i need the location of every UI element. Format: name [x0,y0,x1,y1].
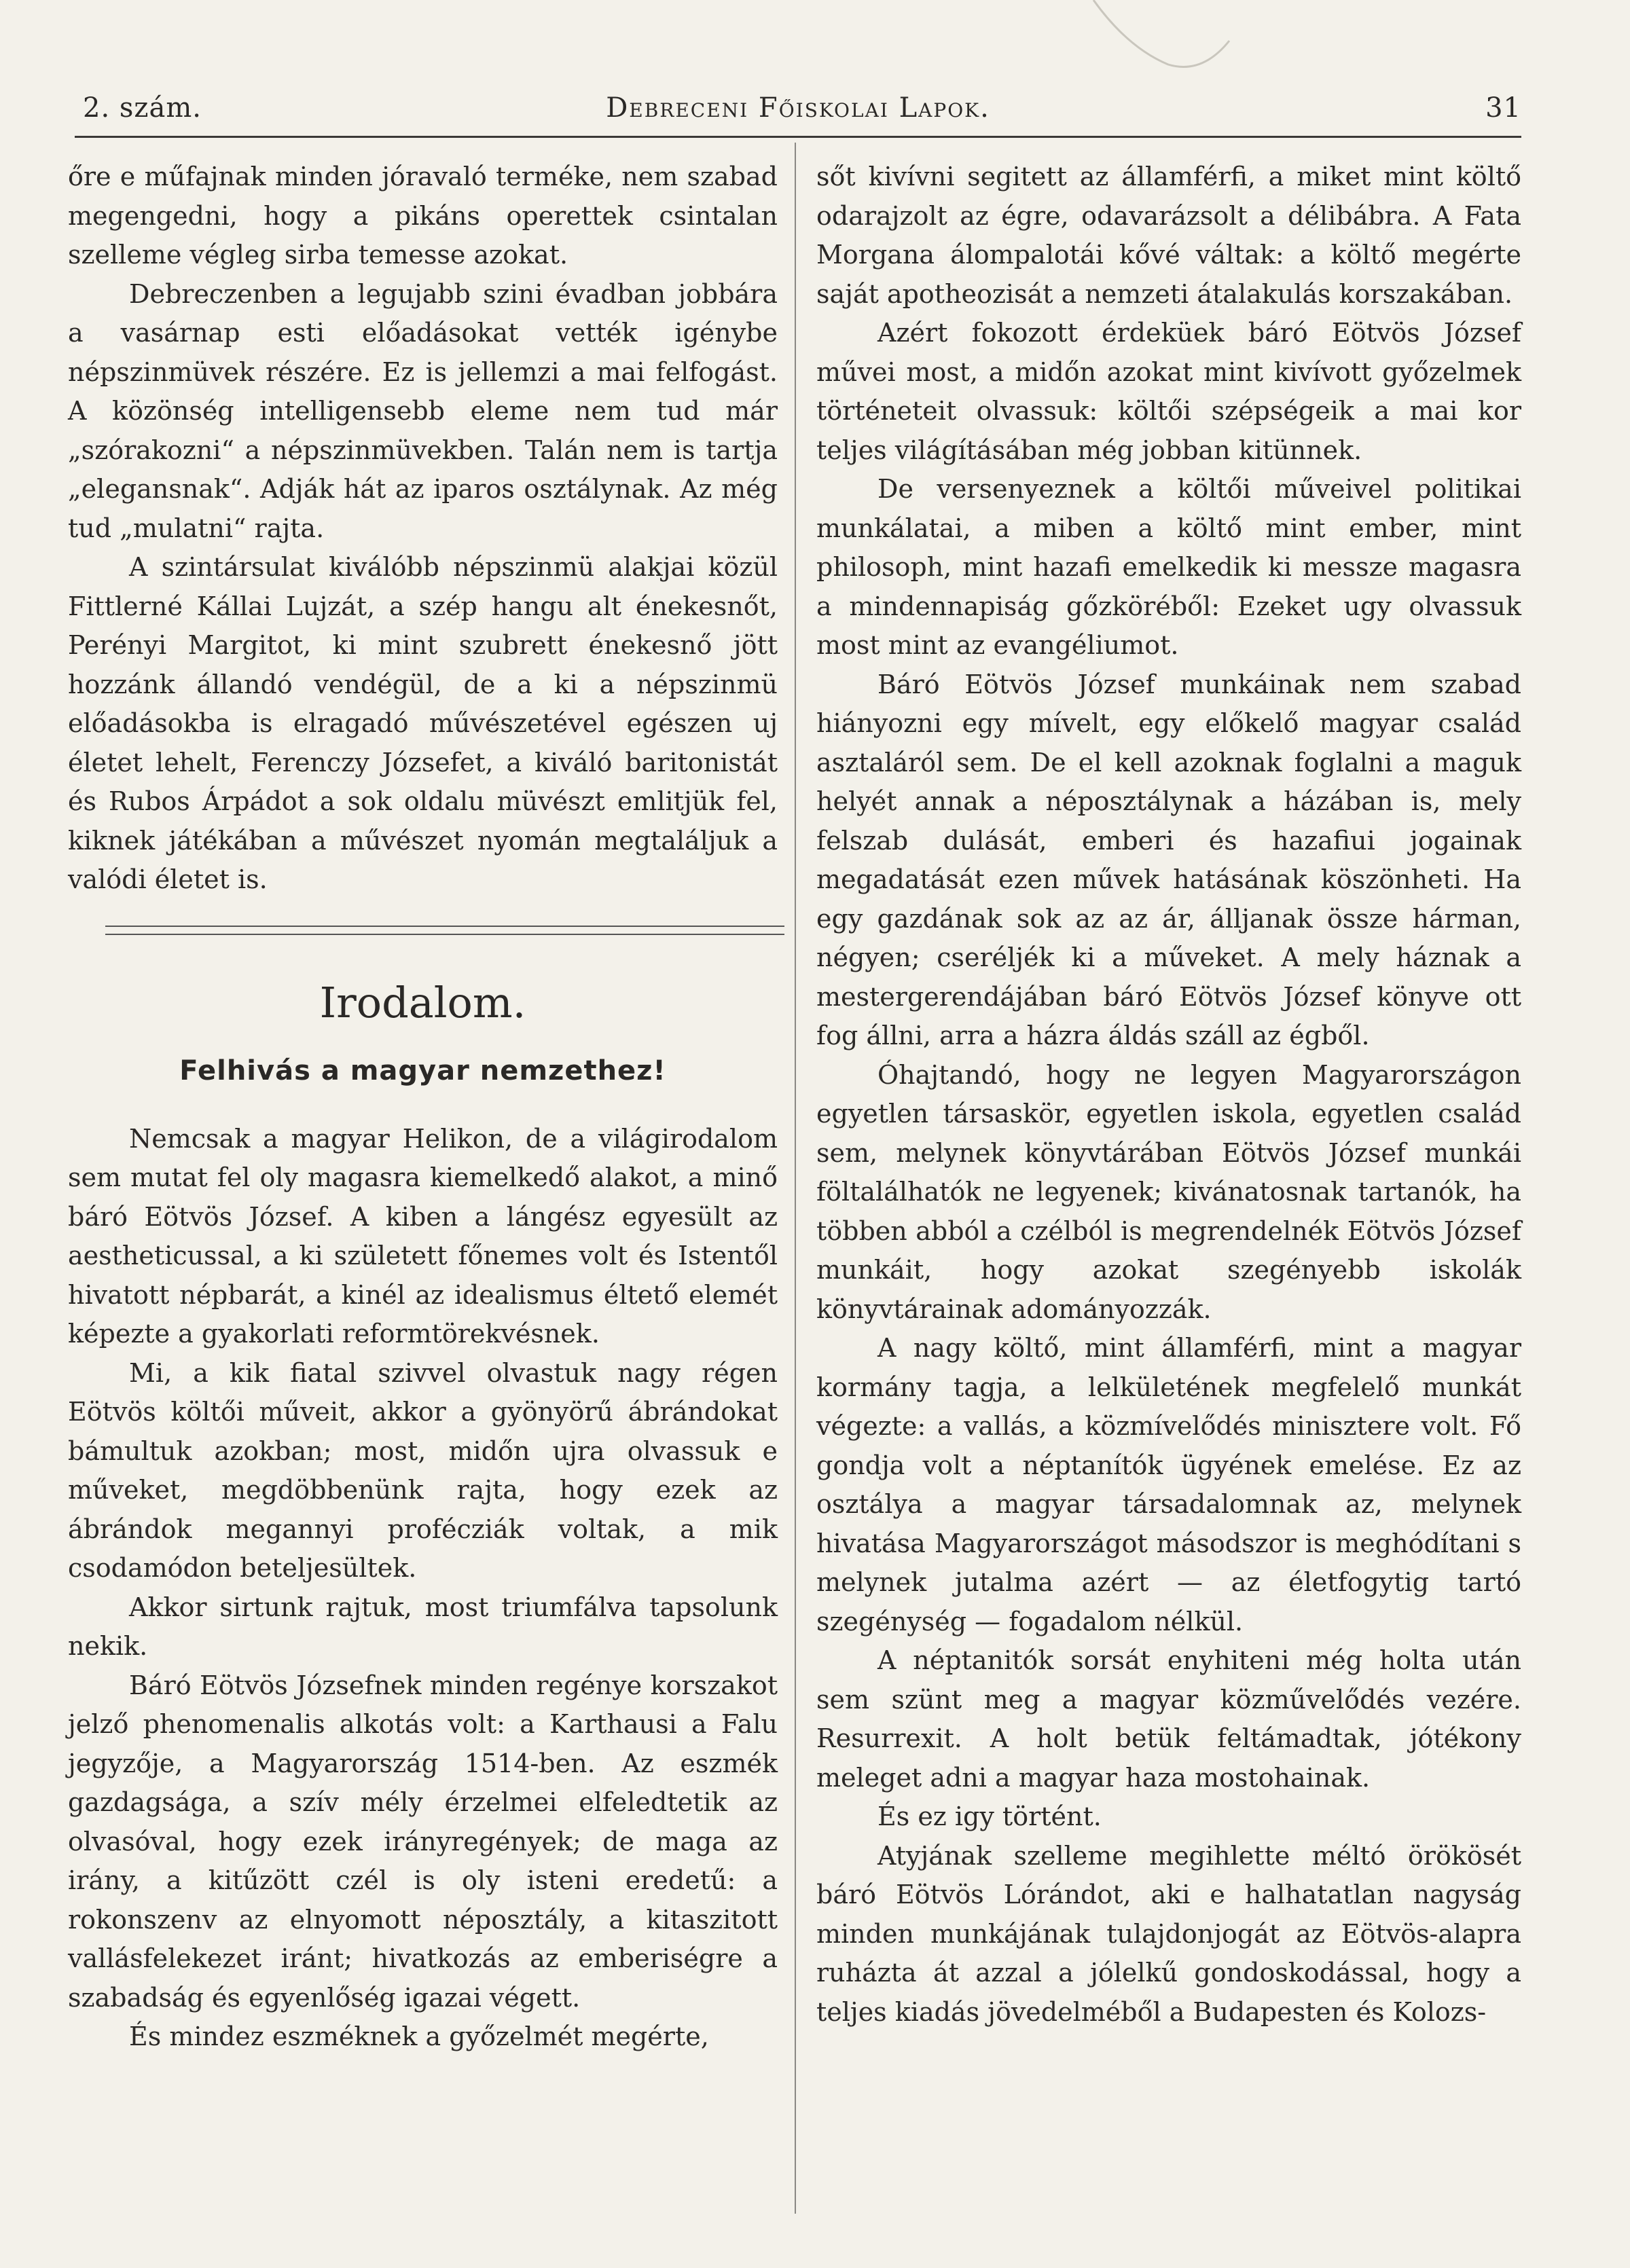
section-subtitle: Felhivás a magyar nemzethez! [179,1055,666,1086]
paragraph: És ez igy történt. [877,1801,1102,1831]
paragraph: De versenyeznek a költői műveivel politikai munkálatai, a miben a költő mint ember, mint philosoph, mint hazafi emelkedik ki messze magasra a mindennapiság gőzköréből: Ezeket ugy olvassuk most mint az evangéliumot. [816,474,1521,660]
page-number: 31 [1485,92,1521,124]
paragraph: Debreczenben a legujabb szini évadban jobbára a vasárnap esti előadásokat vették igénybe népszinmüvek részére. Ez is jellemzi a mai felfogást. A közönség intelligensebb eleme nem tud már „szórakozni“ a népszinmüvekben. Talán nem is tartja „elegansnak“. Adják hát az iparos osztálynak. Az még tud „mulatni“ rajta. [68,278,778,543]
paragraph: A nagy költő, mint államférfi, mint a magyar kormány tagja, a lelkületének megfelelő munkát végezte: a vallás, a közmívelődés minisztere volt. Fő gondja volt a néptanítók ügyének emelése. Ez az osztálya a magyar társadalomnak az, melynek hivatása Magyarországot másodszor is meghódítani s melynek jutalma azért — az életfogytig tartó szegénység — fogadalom nélkül. [816,1333,1521,1636]
paragraph: sőt kivívni segitett az államférfi, a miket mint költő odarajzolt az égre, odavarázsolt a délibábra. A Fata Morgana álompalotái kővé váltak: a költő megérte saját apotheozisát a nemzeti átalakulás korszakában. [816,162,1521,309]
section-separator [105,926,784,935]
paragraph: Báró Eötvös Józsefnek minden regénye korszakot jelző phenomenalis alkotás volt: a Karthausi a Falu jegyzője, a Magyarország 1514-ben. Az eszmék gazdagsága, a szív mély érzelmei elfeledtetik az olvasóval, hogy ezek irányregények; de maga az irány, a kitűzött czél is oly isteni eredetű: a rokonszenv az elnyomott néposztály, a kitaszitott vallásfelekezet iránt; hivatkozás az emberiségre a szabadság és egyenlőség igazai végett. [68,1670,778,2013]
header-rule [75,136,1521,138]
page-header [75,92,1521,133]
paragraph: A szintársulat kiválóbb népszinmü alakjai közül Fittlerné Kállai Lujzát, a szép hangu alt énekesnőt, Perényi Margitot, ki mint szubrett énekesnő jött hozzánk állandó vendégül, de a ki a népszinmü előadásokba is elragadó művészetével egészen uj életet lehelt, Ferenczy Józsefet, a kiváló baritonistát és Rubos Árpádot a sok oldalu müvészt emlitjük fel, kiknek játékában a művészet nyomán megtaláljuk a valódi életet is. [68,552,778,894]
journal-title: Debreceni Főiskolai Lapok. [606,92,990,124]
paragraph: Atyjának szelleme megihlette méltó örökösét báró Eötvös Lórándot, aki e halhatatlan nagyság minden munkájának tulajdonjogát az Eötvös-alapra ruházta át azzal a jólelkű gondoskodással, hogy a teljes kiadás jövedelméből a Budapesten és Kolozs- [816,1840,1521,2027]
paragraph: A néptanitók sorsát enyhiteni még holta után sem szünt meg a magyar közművelődés vezére. Resurrexit. A holt betük feltámadtak, jótékony meleget adni a magyar haza mostohainak. [816,1645,1521,1793]
left-column [68,158,778,2057]
paragraph: Báró Eötvös József munkáinak nem szabad hiányozni egy mívelt, egy előkelő magyar család asztaláról sem. De el kell azoknak foglalni a maguk helyét annak a néposztálynak a házában is, mely felszab dulását, emberi és hazafiui jogainak megadatását ezen művek hatásának köszönheti. Ha egy gazdának sok az az ár, álljanak össze hárman, négyen; cseréljék ki a műveket. A mely háznak a mestergerendájában báró Eötvös József könyve ott fog állni, arra a házra áldás száll az égből. [816,669,1521,1050]
paragraph: Nemcsak a magyar Helikon, de a világirodalom sem mutat fel oly magasra kiemelkedő alakot, a minő báró Eötvös József. A kiben a lángész egyesült az aestheticussal, a ki született főnemes volt és Istentől hivatott népbarát, a kinél az idealismus éltető elemét képezte a gyakorlati reformtörekvésnek. [68,1123,778,1349]
right-column [816,158,1521,2032]
paragraph: őre e műfajnak minden jóravaló terméke, nem szabad megengedni, hogy a pikáns operettek csintalan szelleme végleg sirba temesse azokat. [68,162,778,270]
scan-crease-mark [1087,0,1236,75]
paragraph: És mindez eszméknek a győzelmét megérte, [129,2022,709,2051]
issue-number: 2. szám. [83,92,202,124]
paragraph: Óhajtandó, hogy ne legyen Magyarországon egyetlen társaskör, egyetlen iskola, egyetlen család sem, melynek könyvtárában Eötvös József munkái föltalálhatók ne legyenek; kivánatosnak tartanók, ha többen abból a czélból is megrendelnék Eötvös József munkáit, hogy azokat szegényebb iskolák könyvtárainak adományozzák. [816,1059,1521,1324]
section-title: Irodalom. [319,977,526,1027]
column-divider [795,143,796,2214]
paragraph: Azért fokozott érdeküek báró Eötvös József művei most, a midőn azokat mint kivívott győzelmek történeteit olvassuk: költői szépségeik a mai kor teljes világításában még jobban kitünnek. [816,318,1521,465]
paragraph: Akkor sirtunk rajtuk, most triumfálva tapsolunk nekik. [68,1592,778,1661]
paragraph: Mi, a kik fiatal szivvel olvastuk nagy régen Eötvös költői műveit, akkor a gyönyörű ábrándokat bámultuk azokban; most, midőn ujra olvassuk e műveket, megdöbbenünk rajta, hogy ezek az ábrándok megannyi profécziák voltak, a mik csodamódon beteljesültek. [68,1357,778,1583]
